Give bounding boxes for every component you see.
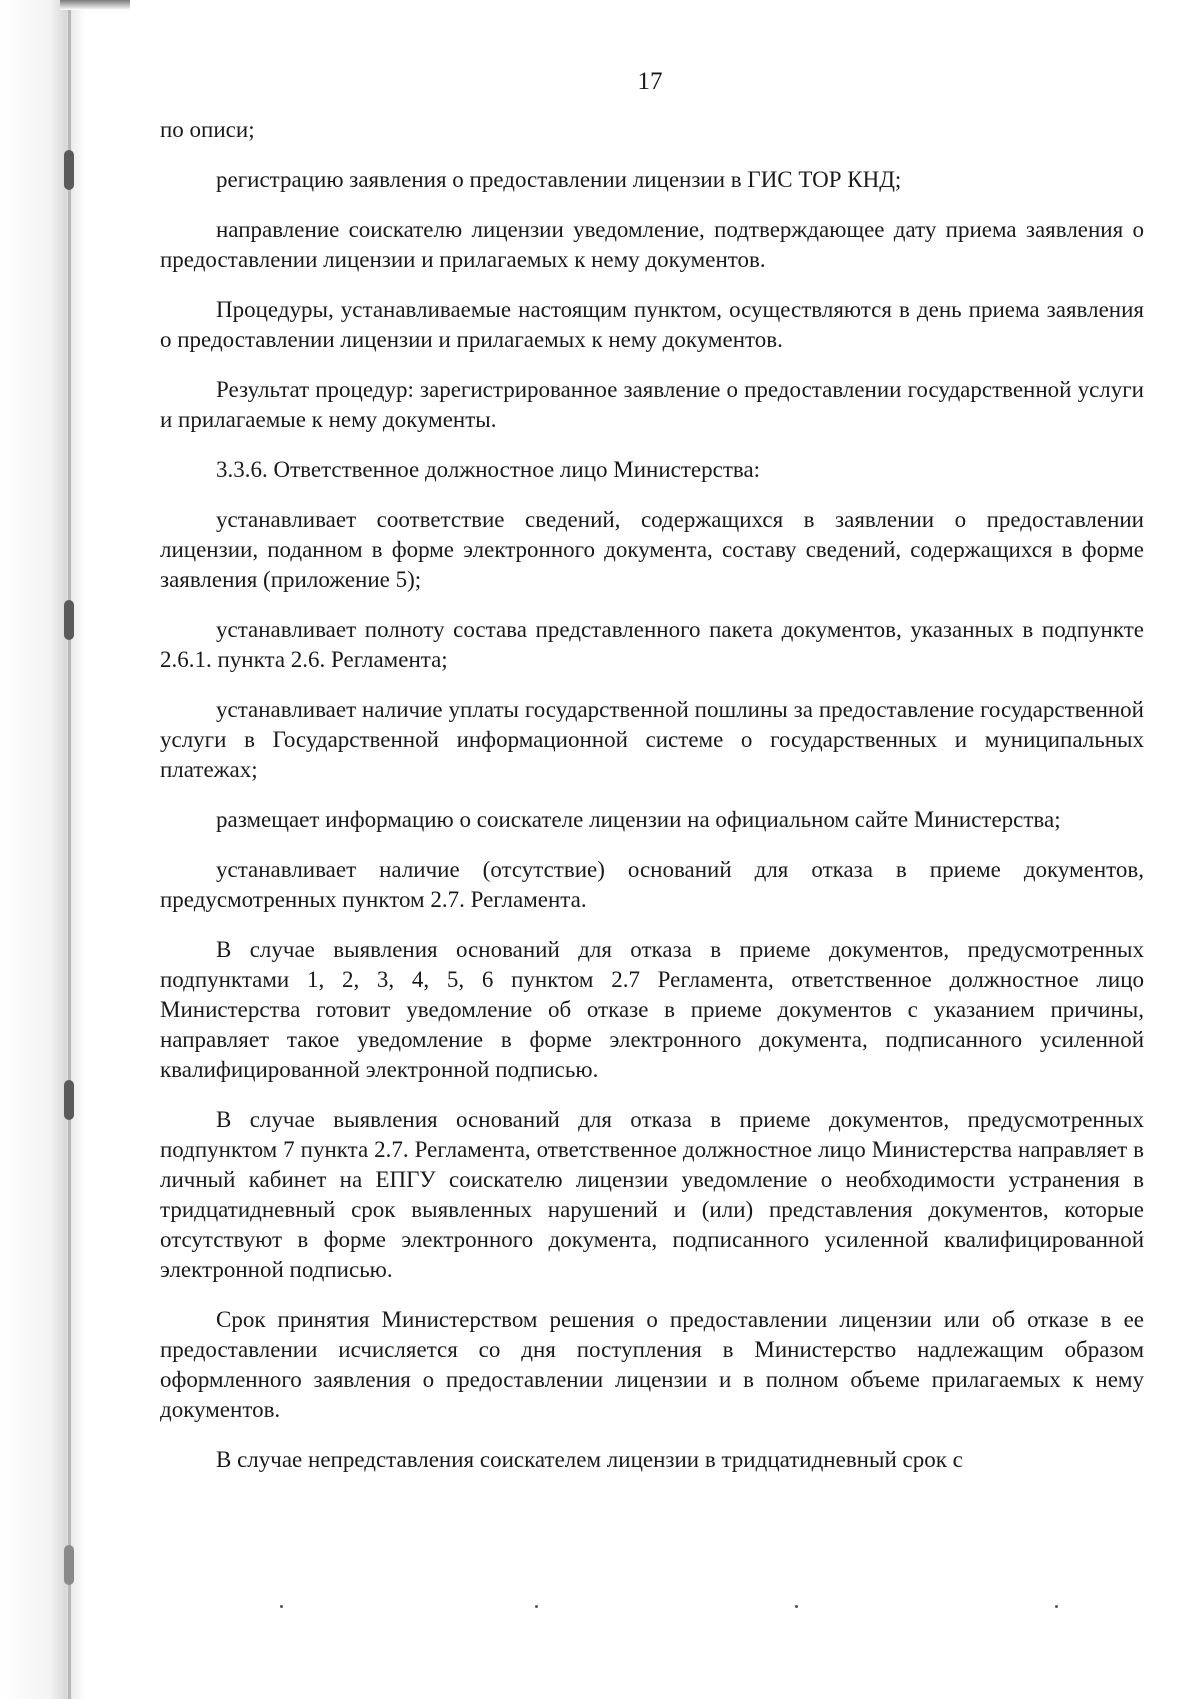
scan-corner-shadow <box>60 0 130 10</box>
binding-hole <box>64 150 74 190</box>
paragraph: направление соискателю лицензии уведомление, подтверждающее дату приема заявления о предоставлении лицензии и прилагаемых к нему документов. <box>160 217 1144 272</box>
paragraph: регистрацию заявления о предоставлении лицензии в ГИС ТОР КНД; <box>216 167 902 192</box>
paragraph: размещает информацию о соискателе лицензии на официальном сайте Министерства; <box>216 807 1061 832</box>
paragraph: устанавливает наличие уплаты государственной пошлины за предоставление государственной услуги в Государственной информационной системе о государственных и муниципальных платежах; <box>160 697 1144 782</box>
paragraph: Результат процедур: зарегистрированное заявление о предоставлении государственной услуги и прилагаемые к нему документы. <box>160 377 1144 432</box>
paragraph: устанавливает соответствие сведений, содержащихся в заявлении о предоставлении лицензии, поданном в форме электронного документа, составу сведений, содержащихся в форме заявления (приложение 5); <box>160 507 1144 592</box>
paragraph: Процедуры, устанавливаемые настоящим пунктом, осуществляются в день приема заявления о предоставлении лицензии и прилагаемых к нему документов. <box>160 297 1144 352</box>
paragraph: В случае выявления оснований для отказа в приеме документов, предусмотренных подпунктами 1, 2, 3, 4, 5, 6 пунктом 2.7 Регламента, ответственное должностное лицо Министерства готовит уведомление об отказе в приеме документов с указанием причины, направляет такое уведомление в форме электронного документа, подписанного усиленной квалифицированной электронной подписью. <box>160 937 1144 1082</box>
scan-dot <box>795 1605 798 1608</box>
binding-strip <box>0 0 86 1699</box>
binding-line <box>68 0 71 1699</box>
binding-hole <box>64 600 74 640</box>
page-number: 17 <box>637 68 663 95</box>
paragraph: устанавливает наличие (отсутствие) оснований для отказа в приеме документов, предусмотренных пунктом 2.7. Регламента. <box>160 857 1144 912</box>
paragraph: устанавливает полноту состава представленного пакета документов, указанных в подпункте 2.6.1. пункта 2.6. Регламента; <box>160 617 1144 672</box>
document-body <box>160 115 1144 1475</box>
scan-dot <box>280 1605 283 1608</box>
paragraph: Срок принятия Министерством решения о предоставлении лицензии или об отказе в ее предоставлении исчисляется со дня поступления в Министерство надлежащим образом оформленного заявления о предоставлении лицензии и в полном объеме прилагаемых к нему документов. <box>160 1307 1144 1422</box>
scan-dot <box>1055 1605 1058 1608</box>
scan-dot <box>535 1605 538 1608</box>
binding-hole <box>64 1080 74 1120</box>
paragraph: В случае выявления оснований для отказа в приеме документов, предусмотренных подпунктом 7 пункта 2.7. Регламента, ответственное должностное лицо Министерства направляет в личный кабинет на ЕПГУ соискателю лицензии уведомление о необходимости устранения в тридцатидневный срок выявленных нарушений и (или) представления документов, которые отсутствуют в форме электронного документа, подписанного усиленной квалифицированной электронной подписью. <box>160 1107 1144 1282</box>
section-heading: 3.3.6. Ответственное должностное лицо Министерства: <box>216 457 761 482</box>
paragraph: по описи; <box>160 117 255 142</box>
paragraph: В случае непредставления соискателем лицензии в тридцатидневный срок с <box>216 1447 963 1472</box>
scan-dots <box>280 1605 1060 1609</box>
binding-hole <box>64 1545 74 1585</box>
